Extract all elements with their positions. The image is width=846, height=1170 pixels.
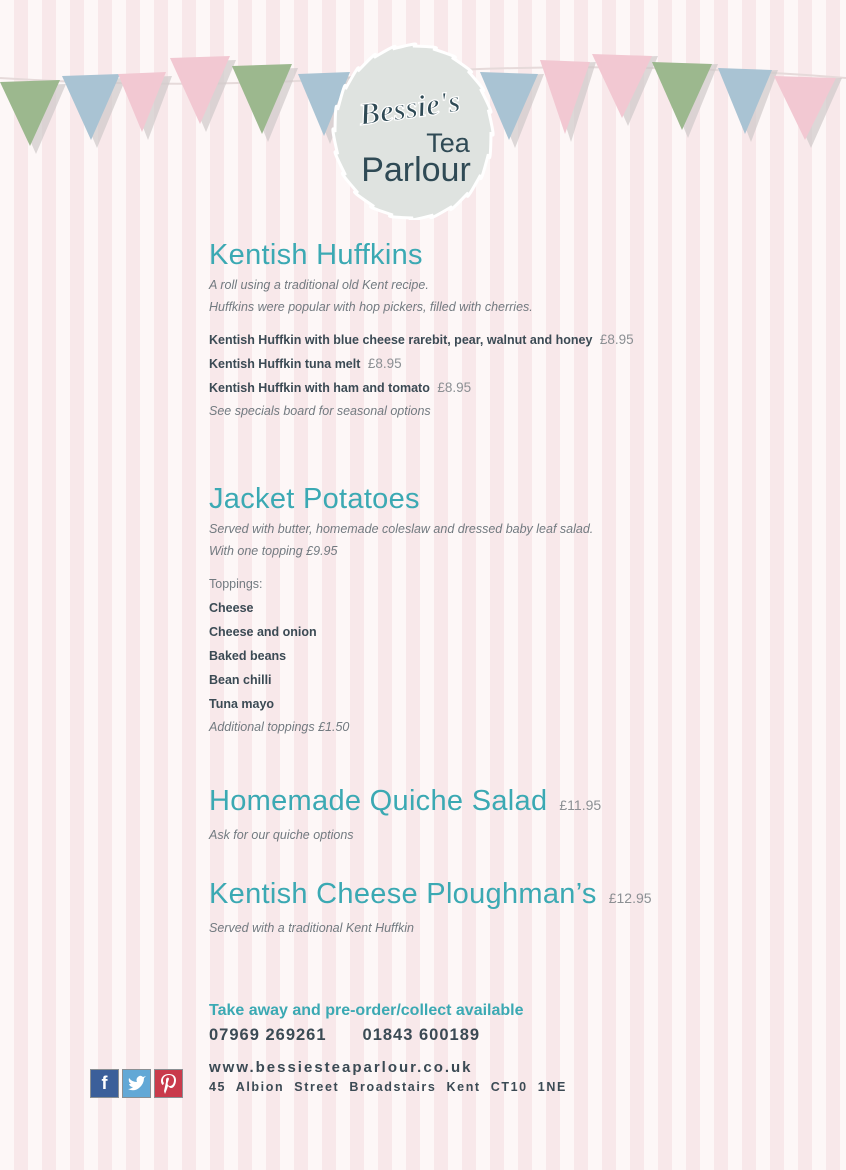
phone-number[interactable]: 07969 269261 — [209, 1026, 327, 1044]
quiche-section — [209, 782, 601, 846]
twitter-icon[interactable] — [122, 1069, 151, 1098]
section-price: With one topping £9.95 — [209, 544, 338, 558]
section-title: Jacket Potatoes — [209, 483, 420, 515]
jacket-potatoes-section — [209, 480, 593, 738]
section-description: A roll using a traditional old Kent recipe. — [209, 278, 429, 292]
topping-item: Cheese — [209, 601, 254, 615]
section-description: Ask for our quiche options — [209, 828, 354, 842]
topping-item: Cheese and onion — [209, 625, 317, 639]
address: 45 Albion Street Broadstairs Kent CT10 1NE — [209, 1080, 567, 1094]
phone-numbers — [209, 1026, 567, 1045]
section-note: See specials board for seasonal options — [209, 404, 431, 418]
social-icons — [90, 1069, 183, 1098]
menu-item: Kentish Huffkin tuna melt £8.95 — [209, 356, 402, 371]
section-description: Served with butter, homemade coleslaw and dressed baby leaf salad. — [209, 522, 594, 536]
topping-item: Bean chilli — [209, 673, 272, 687]
svg-text:Parlour: Parlour — [361, 151, 471, 189]
pinterest-icon[interactable] — [154, 1069, 183, 1098]
facebook-icon[interactable]: f — [90, 1069, 119, 1098]
ploughman-section — [209, 875, 652, 939]
section-title: Homemade Quiche Salad £11.95 — [209, 785, 602, 817]
huffkins-section — [209, 236, 634, 422]
bessies-tea-parlour-logo — [330, 40, 496, 220]
svg-text:Tea: Tea — [426, 128, 470, 158]
takeaway-tagline: Take away and pre-order/collect available — [209, 1002, 524, 1019]
section-description: Huffkins were popular with hop pickers, filled with cherries. — [209, 300, 533, 314]
topping-item: Baked beans — [209, 649, 287, 663]
menu-item: Kentish Huffkin with ham and tomato £8.95 — [209, 380, 472, 395]
toppings-label: Toppings: — [209, 577, 263, 591]
section-note: Additional toppings £1.50 — [209, 720, 350, 734]
section-title: Kentish Huffkins — [209, 239, 423, 271]
menu-item: Kentish Huffkin with blue cheese rarebit, pear, walnut and honey £8.95 — [209, 332, 634, 347]
section-title: Kentish Cheese Ploughman’s £12.95 — [209, 878, 652, 910]
svg-text:Bessie's: Bessie's — [356, 83, 463, 132]
website-link[interactable]: www.bessiesteaparlour.co.uk — [209, 1059, 473, 1076]
topping-item: Tuna mayo — [209, 697, 275, 711]
contact-footer — [209, 1000, 567, 1094]
section-description: Served with a traditional Kent Huffkin — [209, 921, 414, 935]
phone-number[interactable]: 01843 600189 — [362, 1026, 481, 1044]
